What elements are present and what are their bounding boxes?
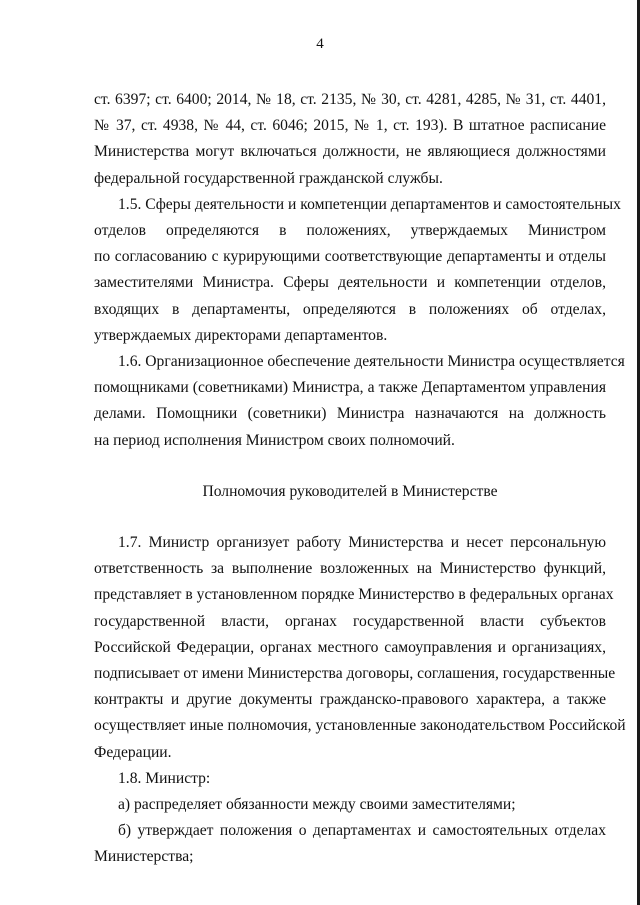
text-line: 1.8. Министр:: [118, 769, 211, 787]
text-line: входящих в департаменты, определяются в положениях об отделах,: [94, 300, 606, 318]
text-line: на период исполнения Министром своих полномочий.: [94, 431, 455, 449]
text-line: подписывает от имени Министерства договоры, соглашения, государственные: [94, 665, 616, 683]
text-line: Министерства могут включаться должности, не являющиеся должностями: [94, 143, 606, 161]
text-line: заместителями Министра. Сферы деятельности и компетенции отделов,: [94, 274, 606, 292]
text-line: отделов определяются в положениях, утверждаемых Министром: [94, 222, 606, 240]
text-line: по согласованию с курирующими соответствующие департаменты и отделы: [94, 248, 606, 266]
text-line: делами. Помощники (советники) Министра назначаются на должность: [94, 405, 606, 423]
text-line: контракты и другие документы гражданско-правового характера, а также: [94, 691, 606, 709]
paragraph-item-b: [94, 818, 606, 870]
text-line: а) распределяет обязанности между своими заместителями;: [118, 796, 516, 814]
text-line: 1.5. Сферы деятельности и компетенции департаментов и самостоятельных: [118, 195, 621, 213]
text-line: Министерства;: [94, 848, 194, 866]
document-body: [94, 87, 626, 871]
text-line: 1.6. Организационное обеспечение деятельности Министра осуществляется: [118, 353, 625, 371]
paragraph-1-6: [94, 349, 625, 454]
text-line: ответственность за выполнение возложенных на Министерство функций,: [94, 560, 606, 578]
text-line: Федерации.: [94, 743, 172, 761]
text-line: представляет в установленном порядке Министерство в федеральных органах: [94, 586, 614, 604]
text-line: осуществляет иные полномочия, установленные законодательством Российской: [94, 717, 626, 735]
text-line: государственной власти, органах государственной власти субъектов: [94, 612, 606, 630]
paragraph-continuation: [94, 87, 606, 192]
text-line: Российской Федерации, органах местного самоуправления и организациях,: [94, 638, 606, 656]
section-heading: Полномочия руководителей в Министерстве: [202, 482, 498, 500]
text-line: утверждаемых директорами департаментов.: [94, 326, 388, 344]
paragraph-1-7: [94, 530, 626, 766]
text-line: б) утверждает положения о департаментах и самостоятельных отделах: [118, 822, 606, 840]
paragraph-1-8: [94, 766, 606, 792]
paragraph-item-a: [94, 792, 606, 818]
paragraph-1-5: [94, 192, 621, 349]
text-line: 1.7. Министр организует работу Министерства и несет персональную: [118, 534, 606, 552]
text-line: помощниками (советниками) Министра, а также Департаментом управления: [94, 379, 606, 397]
text-line: ст. 6397; ст. 6400; 2014, № 18, ст. 2135, № 30, ст. 4281, 4285, № 31, ст. 4401,: [94, 91, 606, 108]
text-line: № 37, ст. 4938, № 44, ст. 6046; 2015, № 1, ст. 193). В штатное расписание: [94, 117, 606, 135]
text-line: федеральной государственной гражданской службы.: [94, 169, 443, 187]
page-number: 4: [316, 36, 324, 52]
